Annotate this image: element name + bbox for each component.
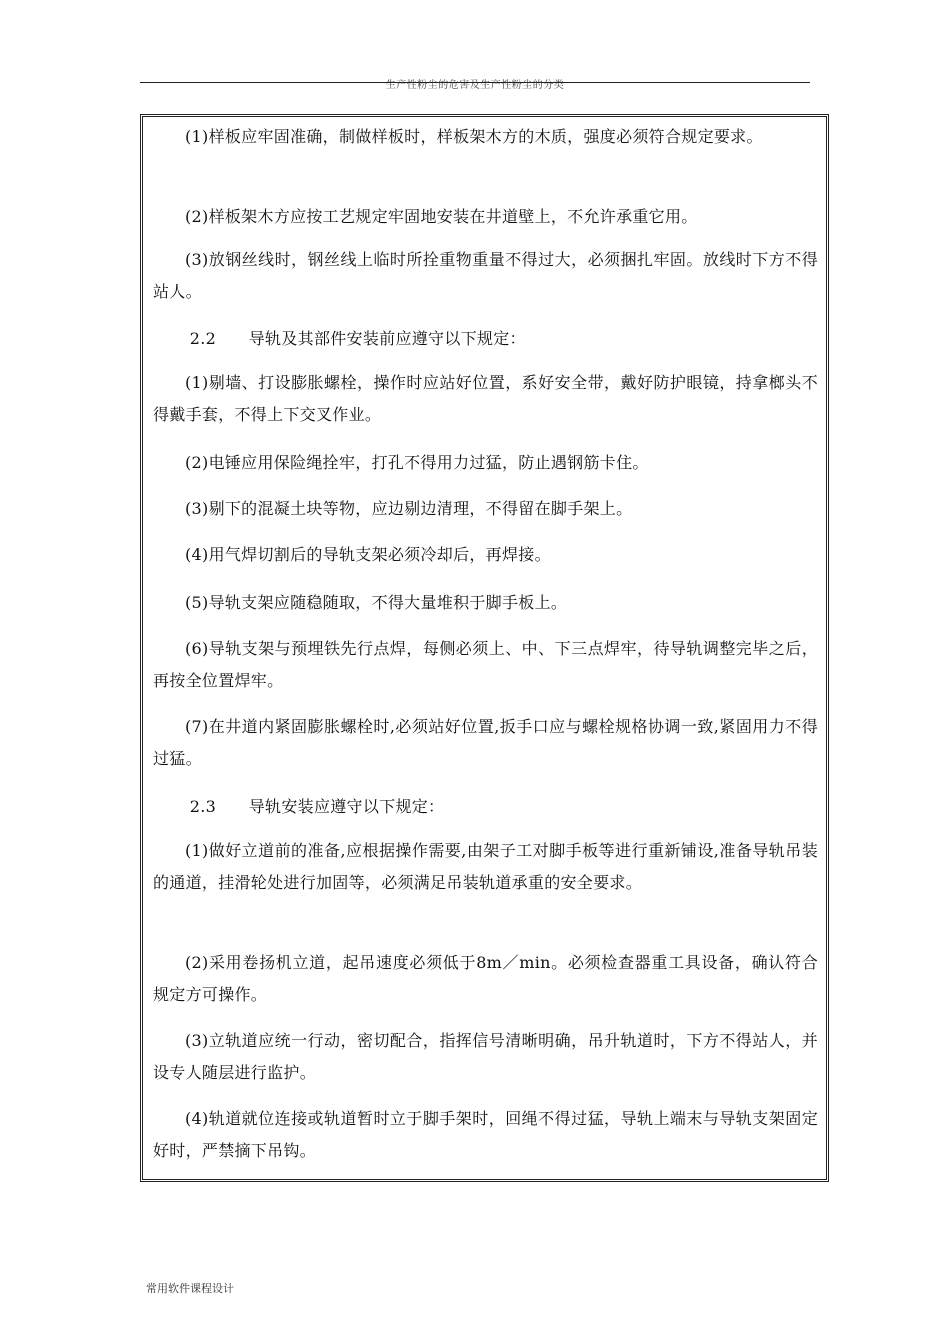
page-footer-text: 常用软件课程设计 — [146, 1282, 234, 1295]
paragraph-2: (2)样板架木方应按工艺规定牢固地安装在井道壁上，不允许承重它用。 — [185, 207, 698, 226]
paragraph-13: (1)做好立道前的准备,应根据操作需要,由架子工对脚手板等进行重新铺设,准备导轨吊装的通道，挂滑轮处进行加固等，必须满足吊装轨道承重的安全要求。 — [153, 841, 818, 892]
header-divider — [140, 82, 810, 83]
paragraph-8: (4)用气焊切割后的导轨支架必须冷却后，再焊接。 — [185, 545, 551, 564]
paragraph-10: (6)导轨支架与预埋铁先行点焊，每侧必须上、中、下三点焊牢，待导轨调整完毕之后，再按全位置焊牢。 — [153, 639, 818, 690]
page-header-title: 生产性粉尘的危害及生产性粉尘的分类 — [385, 80, 565, 91]
paragraph-1: (1)样板应牢固准确，制做样板时，样板架木方的木质，强度必须符合规定要求。 — [185, 127, 763, 146]
paragraph-5: (1)剔墙、打设膨胀螺栓，操作时应站好位置，系好安全带，戴好防护眼镜，持拿榔头不得戴手套，不得上下交叉作业。 — [153, 373, 818, 424]
content-frame — [140, 114, 829, 1182]
paragraph-9: (5)导轨支架应随稳随取，不得大量堆积于脚手板上。 — [185, 593, 568, 612]
paragraph-14: (2)采用卷扬机立道，起吊速度必须低于8m／min。必须检查器重工具设备，确认符合规定方可操作。 — [153, 953, 818, 1004]
paragraph-16: (4)轨道就位连接或轨道暂时立于脚手架时，回绳不得过猛，导轨上端末与导轨支架固定好时，严禁摘下吊钩。 — [153, 1109, 818, 1160]
paragraph-7: (3)剔下的混凝土块等物，应边剔边清理，不得留在脚手架上。 — [185, 499, 633, 518]
paragraph-15: (3)立轨道应统一行动，密切配合，指挥信号清晰明确，吊升轨道时，下方不得站人，并设专人随层进行监护。 — [153, 1031, 818, 1082]
paragraph-11: (7)在井道内紧固膨胀螺栓时,必须站好位置,扳手口应与螺栓规格协调一致,紧固用力不得过猛。 — [153, 717, 818, 768]
section-2-2-heading: 2.2 导轨及其部件安装前应遵守以下规定： — [189, 329, 526, 348]
paragraph-6: (2)电锤应用保险绳拴牢，打孔不得用力过猛，防止遇钢筋卡住。 — [185, 453, 649, 472]
paragraph-3: (3)放钢丝线时，钢丝线上临时所拴重物重量不得过大，必须捆扎牢固。放线时下方不得站人。 — [153, 250, 818, 301]
section-2-3-heading: 2.3 导轨安装应遵守以下规定： — [189, 797, 445, 816]
